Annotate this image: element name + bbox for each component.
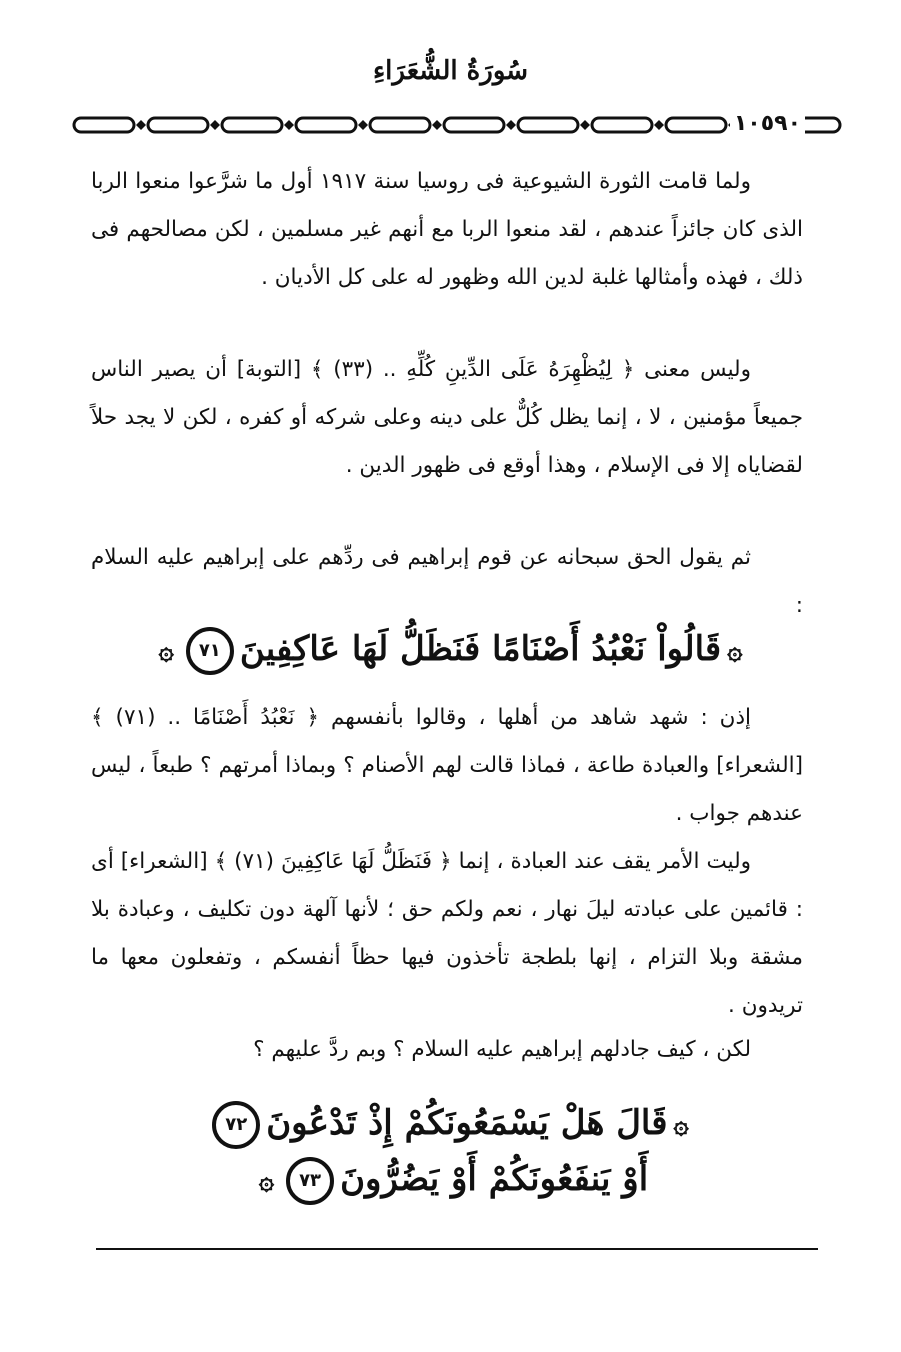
- ayah-number: ٧١: [186, 627, 234, 675]
- verse-ornament-icon: ۞: [673, 1110, 689, 1140]
- verse-ornament-icon: ۞: [158, 636, 174, 666]
- chain-ornament-icon: [68, 110, 843, 140]
- paragraph-text: ولما قامت الثورة الشيوعية فى روسيا سنة ١٩١٧ أول ما شرَّعوا منعوا الربا الذى كان جائزاً عندهم ، لقد منعوا الربا مع أنهم غير مسلمين ، لكن مصالحهم فى ذلك ، فهذه وأمثالها غلبة لدين الله وظهور له على كل الأديان .: [91, 169, 803, 290]
- paragraph-meaning-of-verse: [91, 346, 803, 490]
- paragraph-question: [91, 1026, 803, 1074]
- surah-title: سُورَةُ الشُّعَرَاءِ: [372, 56, 529, 86]
- paragraph-communist-revolution: [91, 158, 803, 302]
- verse-text: قَالُواْ نَعْبُدُ أَصْنَامًا فَنَظَلُّ لَهَا عَاكِفِينَ: [239, 629, 722, 669]
- paragraph-witness: [91, 694, 803, 838]
- footer-divider: [96, 1248, 818, 1250]
- quran-verse-73: [0, 1156, 901, 1205]
- paragraph-intro-ibrahim: [91, 534, 803, 630]
- decorative-header-band: [68, 110, 843, 140]
- paragraph-text: لكن ، كيف جادلهم إبراهيم عليه السلام ؟ وبم ردَّ عليهم ؟: [253, 1037, 751, 1062]
- ayah-number: ٧٣: [286, 1157, 334, 1205]
- quran-verse-72: [0, 1100, 901, 1149]
- paragraph-text: ثم يقول الحق سبحانه عن قوم إبراهيم فى ردِّهم على إبراهيم عليه السلام :: [91, 545, 803, 618]
- paragraph-text: وليت الأمر يقف عند العبادة ، إنما ﴿ فَنَظَلُّ لَهَا عَاكِفِينَ (٧١) ﴾ [الشعراء] أى : قائمين على عبادته ليلَ نهار ، نعم ولكم حق ؛ لأنها آلهة دون تكليف ، وعبادة بلا مشقة وبلا التزام ، إنها بلطجة تأخذون فيها حظاً أنفسكم ، وتفعلون معها ما تريدون .: [91, 849, 803, 1018]
- paragraph-worship: [91, 838, 803, 1030]
- quran-verse-71: [0, 626, 901, 675]
- page-number: ١٠٥٩٠: [730, 111, 805, 137]
- paragraph-text: وليس معنى ﴿ لِيُظْهِرَهُ عَلَى الدِّينِ كُلِّهِ .. (٣٣) ﴾ [التوبة] أن يصير الناس جميعاً مؤمنين ، لا ، إنما يظل كُلٌّ على دينه وعلى شركه أو كفره ، لكن لا يجد حلاً لقضاياه إلا فى الإسلام ، وهذا أوقع فى ظهور الدين .: [91, 357, 803, 478]
- verse-ornament-icon: ۞: [258, 1166, 275, 1196]
- verse-ornament-icon: ۞: [727, 636, 743, 666]
- ayah-number: ٧٢: [212, 1101, 260, 1149]
- paragraph-text: إذن : شهد شاهد من أهلها ، وقالوا بأنفسهم ﴿ نَعْبُدُ أَصْنَامًا .. (٧١) ﴾ [الشعراء] والعبادة طاعة ، فماذا قالت لهم الأصنام ؟ وبماذا أمرتهم ؟ طبعاً ، ليس عندهم جواب .: [91, 705, 803, 826]
- verse-text: قَالَ هَلْ يَسْمَعُونَكُمْ إِذْ تَدْعُونَ: [266, 1103, 668, 1143]
- verse-text: أَوْ يَنفَعُونَكُمْ أَوْ يَضُرُّونَ: [340, 1159, 649, 1199]
